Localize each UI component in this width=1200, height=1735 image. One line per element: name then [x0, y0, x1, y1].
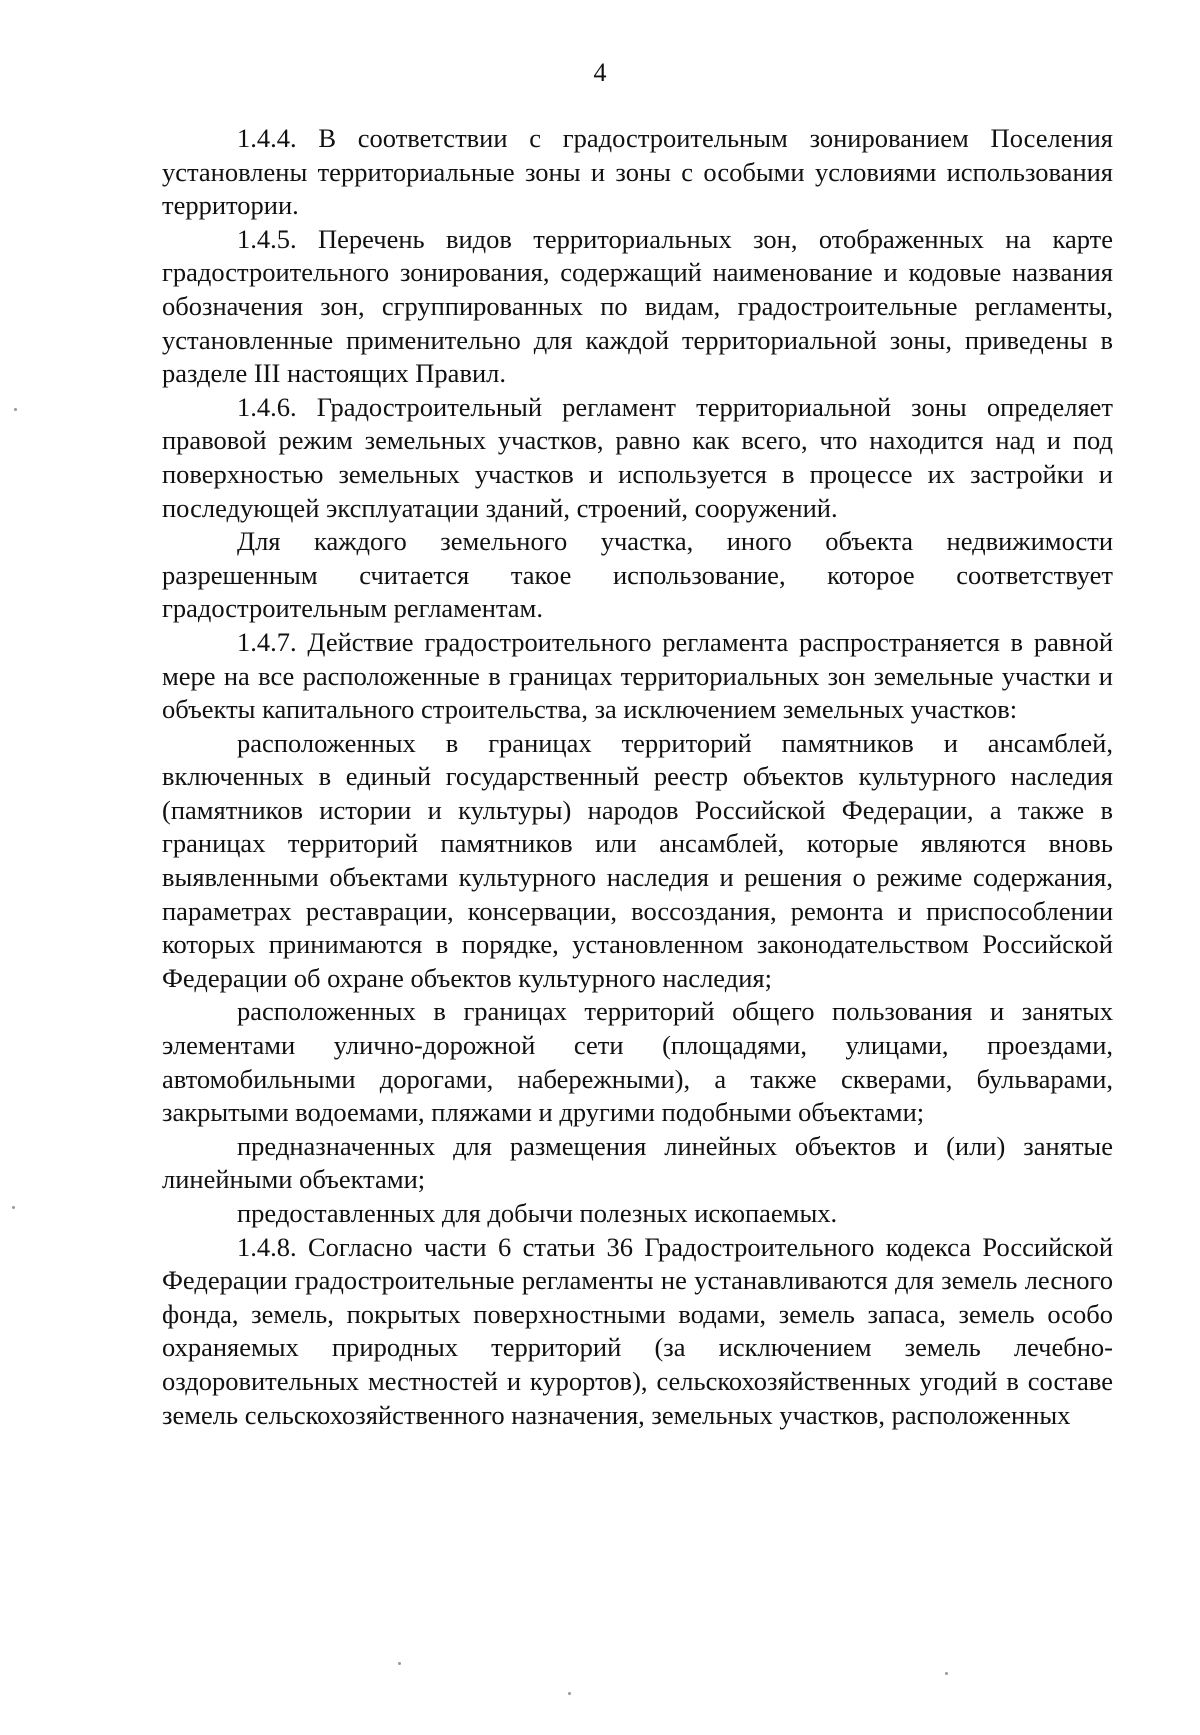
paragraph-permitted-use: Для каждого земельного участка, иного объекта недвижимости разрешенным считается такое использование, которое соответствует градостроительным регламентам.	[162, 526, 1113, 624]
list-item-cultural-heritage: расположенных в границах территорий памятников и ансамблей, включенных в единый государственный реестр объектов культурного наследия (памятников истории и культуры) народов Российской Федерации, а также в границах территорий памятников или ансамблей, которые являются вновь выявленными объектами культурного наследия и решения о режиме содержания, параметрах реставрации, консервации, воссоздания, ремонта и приспособлении которых принимаются в порядке, установленном законодательством Российской Федерации об охране объектов культурного наследия;	[162, 727, 1113, 993]
scan-speck	[568, 1692, 571, 1695]
document-body	[162, 122, 1113, 1432]
list-item-mineral-extraction: предоставленных для добычи полезных ископаемых.	[237, 1198, 838, 1228]
scan-speck	[945, 1672, 948, 1675]
page-number: 4	[593, 58, 607, 87]
list-item-linear-objects: предназначенных для размещения линейных объектов и (или) занятые линейными объектами;	[162, 1130, 1113, 1195]
scan-speck	[14, 408, 17, 411]
scan-speck	[12, 1206, 15, 1209]
scan-speck	[398, 1662, 401, 1665]
paragraph-1-4-8: 1.4.8. Согласно части 6 статьи 36 Градостроительного кодекса Российской Федерации градостроительные регламенты не устанавливаются для земель лесного фонда, земель, покрытых поверхностными водами, земель запаса, земель особо охраняемых природных территорий (за исключением земель лечебно-оздоровительных местностей и курортов), сельскохозяйственных угодий в составе земель сельскохозяйственного назначения, земельных участков, расположенных	[162, 1231, 1113, 1430]
paragraph-1-4-6: 1.4.6. Градостроительный регламент территориальной зоны определяет правовой режим земельных участков, равно как всего, что находится над и под поверхностью земельных участков и используется в процессе их застройки и последующей эксплуатации зданий, строений, сооружений.	[162, 391, 1113, 523]
paragraph-1-4-4: 1.4.4. В соответствии с градостроительным зонированием Поселения установлены территориальные зоны и зоны с особыми условиями использования территории.	[162, 123, 1113, 221]
list-item-public-use-territories: расположенных в границах территорий общего пользования и занятых элементами улично-дорожной сети (площадями, улицами, проездами, автомобильными дорогами, набережными), а также скверами, бульварами, закрытыми водоемами, пляжами и другими подобными объектами;	[162, 996, 1113, 1128]
paragraph-1-4-5: 1.4.5. Перечень видов территориальных зон, отображенных на карте градостроительного зонирования, содержащий наименование и кодовые названия обозначения зон, сгруппированных по видам, градостроительные регламенты, установленные применительно для каждой территориальной зоны, приведены в разделе III настоящих Правил.	[162, 223, 1113, 389]
paragraph-1-4-7: 1.4.7. Действие градостроительного регламента распространяется в равной мере на все расположенные в границах территориальных зон земельные участки и объекты капитального строительства, за исключением земельных участков:	[162, 626, 1113, 725]
